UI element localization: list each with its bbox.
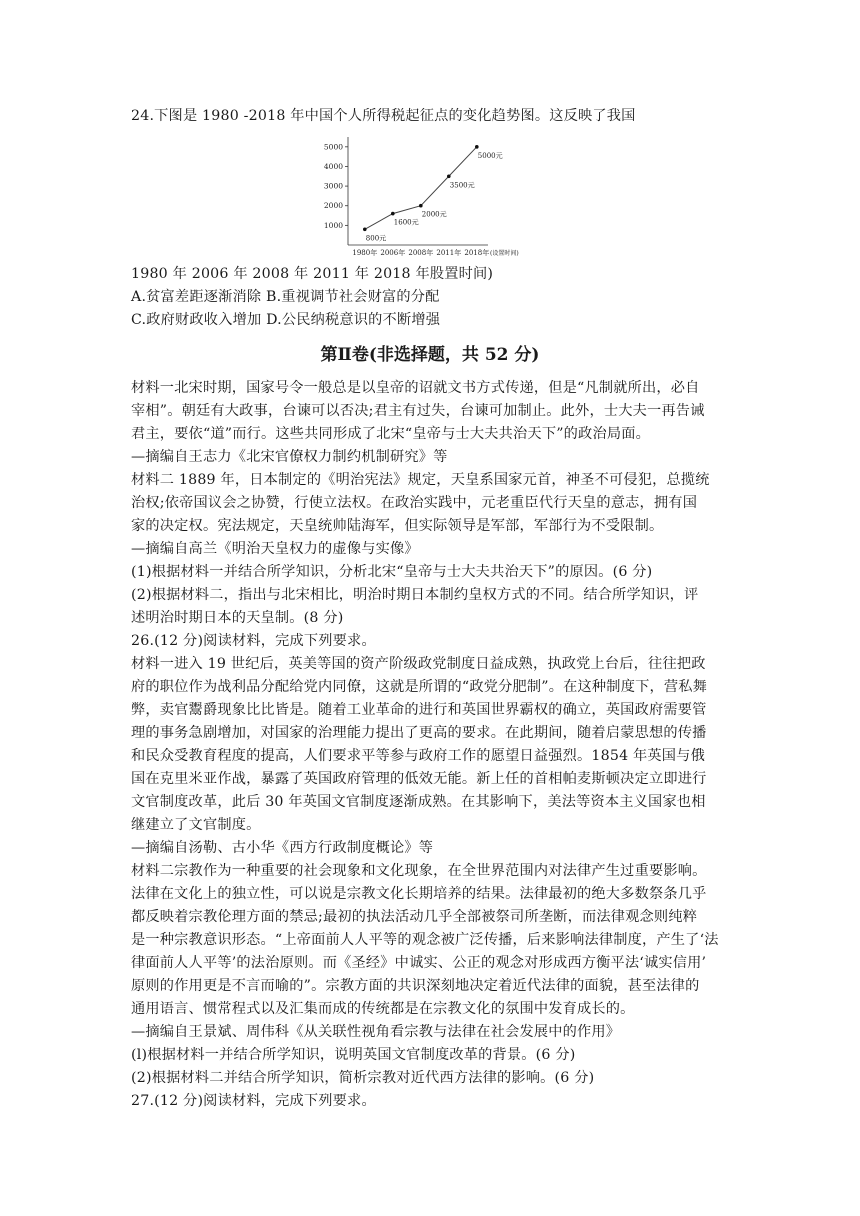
text-line: 是一种宗教意识形态。“上帝面前人人平等的观念被广泛传播，后来影响法律制度，产生了‘法 — [131, 932, 719, 948]
text-line: 材料一进入 19 世纪后，英美等国的资产阶级政党制度日益成熟，执政党上台后，往往把政 — [131, 656, 706, 672]
text-line: 理的事务急剧增加，对国家的治理能力提出了更高的要求。在此期间，随着启蒙思想的传播 — [131, 725, 707, 741]
data-label: 800元 — [365, 234, 387, 243]
text-line: 律面前人人平等’的法治原则。而《圣经》中诚实、公正的观念对形成西方衡平法‘诚实信用’ — [131, 955, 707, 971]
y-tick-label: 4000 — [323, 161, 343, 171]
y-tick-label: 3000 — [323, 181, 343, 191]
question-26-stem: 26.(12 分)阅读材料，完成下列要求。 — [131, 633, 376, 649]
text-line: 宰相”。朝廷有大政事，台谏可以否决;君主有过失，台谏可加制止。此外，士大夫一再告诫 — [131, 403, 705, 419]
source-citation: —摘编自汤勒、古小华《西方行政制度概论》等 — [131, 840, 434, 856]
data-point — [391, 212, 395, 216]
text-line: 通用语言、惯常程式以及汇集而成的传统都是在宗教文化的氛围中发育成长的。 — [131, 1001, 635, 1017]
chart-caption: 1980 年 2006 年 2008 年 2011 年 2018 年股置时间) — [131, 266, 494, 282]
y-tick-label: 2000 — [323, 201, 343, 211]
y-tick-label: 5000 — [323, 142, 343, 152]
data-label: 3500元 — [449, 181, 475, 190]
sub-question: (2)根据材料二并结合所学知识，简析宗教对近代西方法律的影响。(6 分) — [131, 1070, 595, 1086]
series-line — [363, 145, 503, 242]
text-line: 治权;依帝国议会之协赞，行使立法权。在政治实践中，元老重臣代行天皇的意志，拥有国 — [131, 495, 698, 511]
data-point — [475, 145, 479, 149]
text-line: 原则的作用更是不言而喻的”。宗教方面的共识深刻地决定着近代法律的面貌，甚至法律的 — [131, 978, 700, 994]
question-27-stem: 27.(12 分)阅读材料，完成下列要求。 — [131, 1093, 376, 1109]
data-point — [447, 174, 451, 178]
source-citation: —摘编自王志力《北宋官僚权力制约机制研究》等 — [131, 449, 448, 465]
option-c-d: C.政府财政收入增加 D.公民纳税意识的不断增强 — [131, 312, 441, 328]
sub-question: (1)根据材料一并结合所学知识，分析北宋“皇帝与士大夫共治天下”的原因。(6 分) — [131, 564, 653, 580]
x-tick-label: 1980年 — [352, 249, 378, 257]
text-line: 君主，要依“道”而行。这些共同形成了北宋“皇帝与士大夫共治天下”的政治局面。 — [131, 426, 650, 442]
x-tick-label: 2018年 — [464, 249, 490, 257]
data-label: 1600元 — [393, 218, 419, 227]
text-line: 继建立了文官制度。 — [131, 817, 261, 833]
text-line: 府的职位作为战利品分配给党内同僚，这就是所谓的“政党分肥制”。在这种制度下，营私舞 — [131, 679, 708, 695]
text-line: 材料二宗教作为一种重要的社会现象和文化现象，在全世界范围内对法律产生过重要影响。 — [131, 863, 707, 879]
text-line: 都反映着宗教伦理方面的禁忌;最初的执法活动几乎全部被祭司所垄断，而法律观念则纯粹 — [131, 909, 698, 925]
text-line: 法律在文化上的独立性，可以说是宗教文化长期培养的结果。法律最初的绝大多数祭条几乎 — [131, 886, 707, 902]
data-point — [419, 204, 423, 208]
sub-question: (l)根据材料一并结合所学知识，说明英国文官制度改革的背景。(6 分) — [131, 1047, 576, 1063]
source-citation: —摘编自王景斌、周伟科《从关联性视角看宗教与法律在社会发展中的作用》 — [131, 1024, 621, 1040]
x-tick-label: 2011年 — [436, 249, 462, 257]
y-axis — [324, 137, 348, 245]
data-label: 2000元 — [421, 210, 447, 219]
source-citation: —摘编自高兰《明治天皇权力的虚像与实像》 — [131, 541, 419, 557]
text-line: 家的决定权。宪法规定，天皇统帅陆海军，但实际领导是军部，军部行为不受限制。 — [131, 518, 664, 534]
text-line: 文官制度改革，此后 30 年英国文官制度逐渐成熟。在其影响下，美法等资本主义国家也相 — [131, 794, 706, 810]
x-tick-label: 2008年 — [408, 249, 434, 257]
tax-threshold-line-chart — [316, 133, 546, 263]
y-tick-label: 1000 — [323, 220, 343, 230]
text-line: 材料一北宋时期，国家号令一般总是以皇帝的诏就文书方式传递，但是“凡制就所出，必自 — [131, 380, 700, 396]
text-line: 材料二 1889 年，日本制定的《明治宪法》规定，天皇系国家元首，神圣不可侵犯，总揽统 — [131, 472, 710, 488]
section-title: 第Ⅱ卷(非选择题，共 52 分) — [320, 345, 540, 365]
text-line: 和民众受教育程度的提高，人们要求平等参与政府工作的愿望日益强烈。1854 年英国与俄 — [131, 748, 705, 764]
x-tick-label: 2006年 — [380, 249, 406, 257]
data-point — [363, 227, 367, 231]
x-axis — [348, 245, 519, 257]
data-label: 5000元 — [477, 151, 503, 160]
sub-question: 述明治时期日本的天皇制。(8 分) — [131, 610, 344, 626]
option-a-b: A.贫富差距逐渐消除 B.重视调节社会财富的分配 — [131, 289, 440, 305]
question-24-stem: 24.下图是 1980 -2018 年中国个人所得税起征点的变化趋势图。这反映了我国 — [131, 108, 636, 124]
x-unit-label: (设置时间) — [490, 250, 519, 257]
text-line: 弊，卖官鬻爵现象比比皆是。随着工业革命的进行和英国世界霸权的确立，英国政府需要管 — [131, 702, 707, 718]
sub-question: (2)根据材料二，指出与北宋相比，明治时期日本制约皇权方式的不同。结合所学知识，评 — [131, 587, 699, 603]
text-line: 国在克里米亚作战，暴露了英国政府管理的低效无能。新上任的首相帕麦斯顿决定立即进行 — [131, 771, 707, 787]
